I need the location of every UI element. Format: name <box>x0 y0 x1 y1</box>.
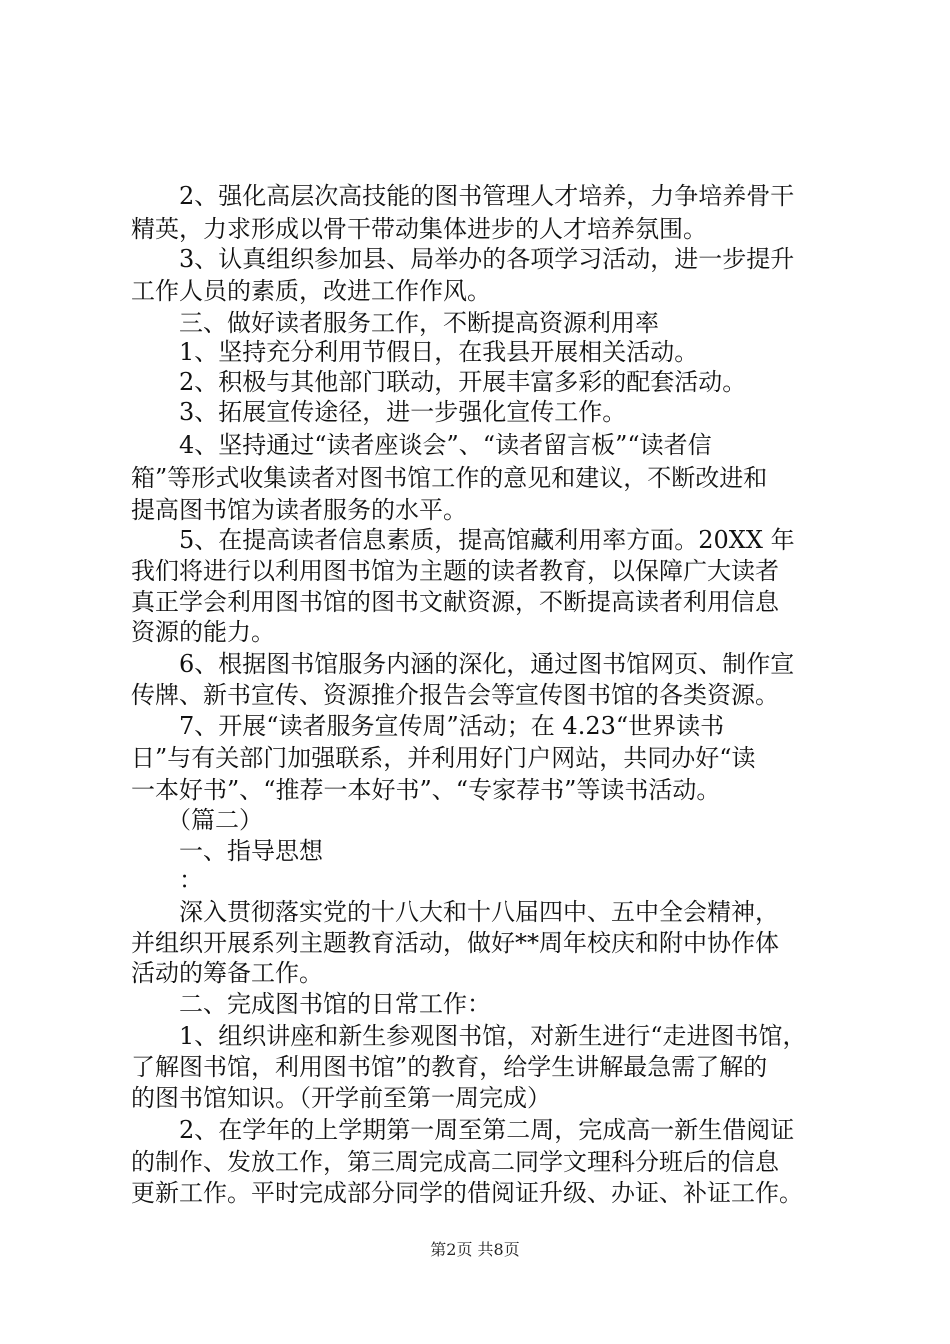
line: 1、坚持充分利用节假日，在我县开展相关活动。 <box>131 338 699 366</box>
line: 4、坚持通过“读者座谈会”、“读者留言板”“读者信 <box>131 431 712 459</box>
line: 我们将进行以利用图书馆为主题的读者教育，以保障广大读者 <box>131 557 779 585</box>
line: 6、根据图书馆服务内涵的深化，通过图书馆网页、制作宣 <box>131 650 795 678</box>
line: 了解图书馆，利用图书馆”的教育，给学生讲解最急需了解的 <box>131 1053 768 1081</box>
line: 箱”等形式收集读者对图书馆工作的意见和建议，不断改进和 <box>131 464 768 492</box>
line: 5、在提高读者信息素质，提高馆藏利用率方面。20XX 年 <box>131 526 795 554</box>
line: 并组织开展系列主题教育活动，做好**周年校庆和附中协作体 <box>131 929 779 957</box>
line: 深入贯彻落实党的十八大和十八届四中、五中全会精神， <box>131 898 779 926</box>
line: 三、做好读者服务工作，不断提高资源利用率 <box>131 309 659 337</box>
page-footer: 第2页 共8页 <box>430 1240 520 1259</box>
line: 的图书馆知识。（开学前至第一周完成） <box>131 1084 551 1112</box>
line: 2、积极与其他部门联动，开展丰富多彩的配套活动。 <box>131 368 747 396</box>
line: 资源的能力。 <box>131 618 275 646</box>
line: 二、完成图书馆的日常工作： <box>131 990 491 1018</box>
line: 精英，力求形成以骨干带动集体进步的人才培养氛围。 <box>131 215 707 243</box>
line: 一、指导思想 <box>131 837 323 865</box>
line: 活动的筹备工作。 <box>131 959 323 987</box>
line: 更新工作。平时完成部分同学的借阅证升级、办证、补证工作。 <box>131 1179 803 1207</box>
line: 3、拓展宣传途径，进一步强化宣传工作。 <box>131 398 627 426</box>
line: 日”与有关部门加强联系，并利用好门户网站，共同办好“读 <box>131 744 756 772</box>
line: 真正学会利用图书馆的图书文献资源，不断提高读者利用信息 <box>131 588 779 616</box>
line: 1、组织讲座和新生参观图书馆，对新生进行“走进图书馆， <box>131 1022 807 1050</box>
line: （篇二） <box>131 806 263 834</box>
line: 提高图书馆为读者服务的水平。 <box>131 496 467 524</box>
line: 传牌、新书宣传、资源推介报告会等宣传图书馆的各类资源。 <box>131 681 779 709</box>
line: 一本好书”、“推荐一本好书”、“专家荐书”等读书活动。 <box>131 776 721 804</box>
line: ： <box>131 866 203 894</box>
line: 的制作、发放工作，第三周完成高二同学文理科分班后的信息 <box>131 1148 779 1176</box>
line: 工作人员的素质，改进工作作风。 <box>131 277 491 305</box>
line: 2、在学年的上学期第一周至第二周，完成高一新生借阅证 <box>131 1116 795 1144</box>
line: 7、开展“读者服务宣传周”活动；在 4.23“世界读书 <box>131 712 725 740</box>
line: 3、认真组织参加县、局举办的各项学习活动，进一步提升 <box>131 245 795 273</box>
line: 2、强化高层次高技能的图书管理人才培养，力争培养骨干 <box>131 182 795 210</box>
